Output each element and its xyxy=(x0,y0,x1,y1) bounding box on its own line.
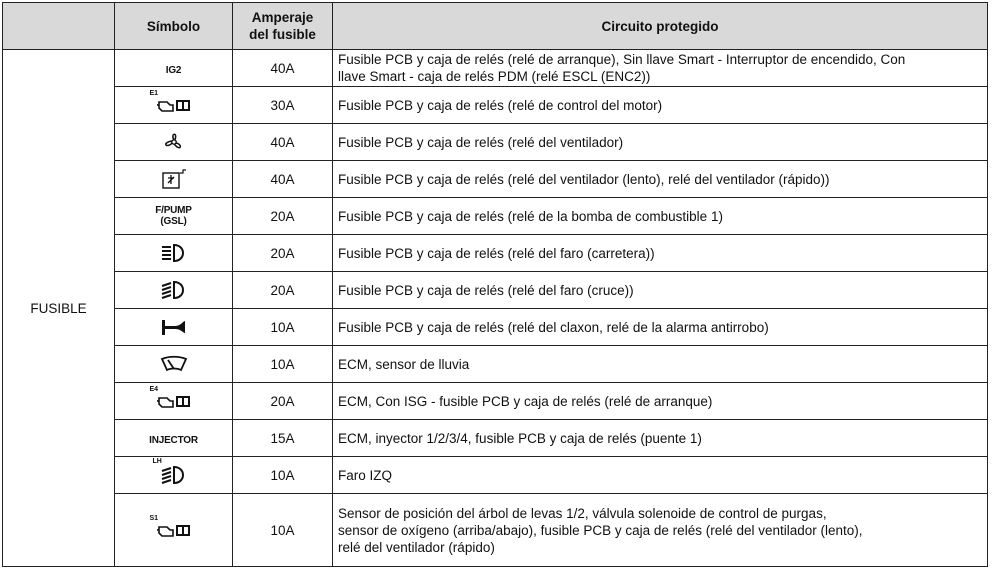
table-row xyxy=(3,161,988,198)
high-beam-icon xyxy=(159,245,189,260)
circuit-cell xyxy=(333,124,988,161)
table-row xyxy=(3,420,988,457)
table-row xyxy=(3,383,988,420)
engine-e1-icon xyxy=(149,89,192,113)
engine-e4-icon xyxy=(149,385,192,409)
amperage-cell: 30A xyxy=(233,87,333,124)
headlamp-lh-icon xyxy=(152,458,189,485)
symbol-tag: E4 xyxy=(149,385,159,393)
circuit-line: ECM, inyector 1/2/3/4, fusible PCB y caja de relés (puente 1) xyxy=(338,430,702,446)
engine-s1-icon xyxy=(149,514,192,538)
circuit-cell xyxy=(333,198,988,235)
symbol-text-ig2: IG2 xyxy=(165,64,182,76)
horn-icon xyxy=(159,319,189,334)
symbol-cell xyxy=(115,50,233,87)
circuit-line: ECM, sensor de lluvia xyxy=(338,356,470,372)
symbol-cell xyxy=(115,87,233,124)
circuit-line: Fusible PCB y caja de relés (relé de arranque), Sin llave Smart - Interruptor de encendido, Con xyxy=(338,52,906,67)
circuit-line: relé del ventilador (rápido) xyxy=(338,539,495,555)
symbol-cell xyxy=(115,494,233,567)
amperage-cell: 20A xyxy=(233,383,333,420)
circuit-cell xyxy=(333,235,988,272)
circuit-cell xyxy=(333,457,988,494)
symbol-text-line: F/PUMP xyxy=(155,205,192,216)
header-circuit: Circuito protegido xyxy=(333,3,988,50)
circuit-line: Fusible PCB y caja de relés (relé de control del motor) xyxy=(338,97,663,113)
symbol-cell xyxy=(115,309,233,346)
fan-icon xyxy=(162,134,186,149)
circuit-line: Fusible PCB y caja de relés (relé del faro (cruce)) xyxy=(338,282,634,298)
header-blank xyxy=(3,3,115,50)
table-row xyxy=(3,309,988,346)
amperage-cell: 20A xyxy=(233,198,333,235)
table-row xyxy=(3,457,988,494)
circuit-line: Faro IZQ xyxy=(338,467,393,483)
table-row xyxy=(3,87,988,124)
symbol-tag: LH xyxy=(152,458,162,465)
symbol-cell xyxy=(115,198,233,235)
circuit-cell xyxy=(333,494,988,567)
table-row xyxy=(3,346,988,383)
amperage-cell: 40A xyxy=(233,124,333,161)
circuit-line: Fusible PCB y caja de relés (relé del ventilador (lento), relé del ventilador (rápido)) xyxy=(338,171,830,187)
table-row xyxy=(3,272,988,309)
amperage-cell: 40A xyxy=(233,50,333,87)
symbol-text-fpump xyxy=(155,205,192,227)
circuit-cell xyxy=(333,87,988,124)
header-amperage xyxy=(233,3,333,50)
group-label: FUSIBLE xyxy=(3,50,115,567)
symbol-tag: E1 xyxy=(149,89,159,97)
header-amperage-line1: Amperaje xyxy=(251,10,314,25)
radiator-fan-icon xyxy=(160,171,188,186)
circuit-line: Fusible PCB y caja de relés (relé del claxon, relé de la alarma antirrobo) xyxy=(338,319,769,335)
table-row xyxy=(3,50,988,87)
amperage-cell: 40A xyxy=(233,161,333,198)
table-row xyxy=(3,235,988,272)
table-row xyxy=(3,494,988,567)
symbol-cell xyxy=(115,124,233,161)
symbol-cell xyxy=(115,161,233,198)
circuit-line: Sensor de posición del árbol de levas 1/2, válvula solenoide de control de purgas, xyxy=(338,505,827,521)
amperage-cell: 10A xyxy=(233,346,333,383)
amperage-cell: 10A xyxy=(233,494,333,567)
wiper-icon xyxy=(159,356,189,371)
header-row xyxy=(3,3,988,50)
circuit-line: ECM, Con ISG - fusible PCB y caja de relés (relé de arranque) xyxy=(338,393,713,409)
symbol-cell xyxy=(115,383,233,420)
symbol-cell xyxy=(115,235,233,272)
amperage-cell: 20A xyxy=(233,272,333,309)
circuit-line: sensor de oxígeno (arriba/abajo), fusible PCB y caja de relés (relé del ventilador (lento), xyxy=(338,522,863,538)
table-row xyxy=(3,124,988,161)
circuit-line: llave Smart - caja de relés PDM (relé ESCL (ENC2)) xyxy=(338,69,651,84)
circuit-cell xyxy=(333,161,988,198)
circuit-cell xyxy=(333,50,988,87)
circuit-cell xyxy=(333,383,988,420)
amperage-cell: 10A xyxy=(233,457,333,494)
circuit-cell xyxy=(333,346,988,383)
circuit-cell xyxy=(333,309,988,346)
symbol-cell xyxy=(115,457,233,494)
symbol-text-line: (GSL) xyxy=(160,216,187,227)
amperage-cell: 20A xyxy=(233,235,333,272)
header-symbol: Símbolo xyxy=(115,3,233,50)
symbol-cell xyxy=(115,420,233,457)
table-row xyxy=(3,198,988,235)
symbol-tag: S1 xyxy=(149,514,159,522)
low-beam-icon xyxy=(159,282,189,297)
circuit-cell xyxy=(333,272,988,309)
symbol-text-injector: INJECTOR xyxy=(149,434,198,446)
symbol-cell xyxy=(115,272,233,309)
symbol-cell xyxy=(115,346,233,383)
header-amperage-line2: del fusible xyxy=(249,27,316,42)
circuit-line: Fusible PCB y caja de relés (relé del ventilador) xyxy=(338,134,624,150)
amperage-cell: 10A xyxy=(233,309,333,346)
fuse-table xyxy=(2,2,988,567)
circuit-line: Fusible PCB y caja de relés (relé de la bomba de combustible 1) xyxy=(338,208,723,224)
circuit-cell xyxy=(333,420,988,457)
amperage-cell: 15A xyxy=(233,420,333,457)
circuit-line: Fusible PCB y caja de relés (relé del faro (carretera)) xyxy=(338,245,655,261)
